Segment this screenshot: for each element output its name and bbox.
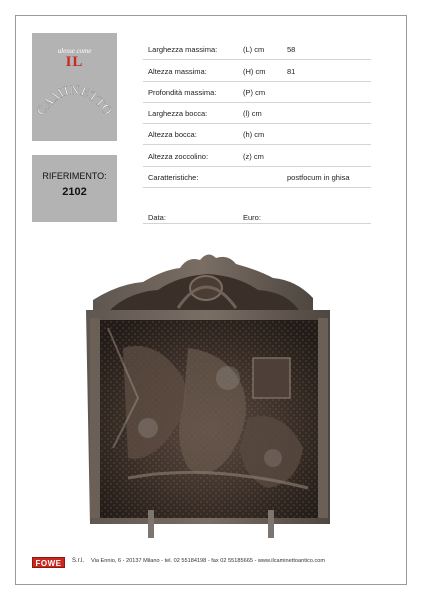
divider xyxy=(143,144,371,145)
company-badge: FOWE xyxy=(32,557,65,568)
spec-unit: (h) cm xyxy=(243,130,265,139)
spec-row-altezza-massima xyxy=(148,67,295,76)
svg-text:CAMINETTO xyxy=(33,82,116,118)
spec-value: postfocum in ghisa xyxy=(287,173,350,182)
date-euro-row xyxy=(148,213,261,222)
spec-row-larghezza-bocca xyxy=(148,109,287,118)
spec-value: 81 xyxy=(287,67,296,76)
logo-tagline: ulesse come xyxy=(57,47,92,55)
spec-label: Profondità massima: xyxy=(148,88,217,97)
spec-label: Altezza bocca: xyxy=(148,130,197,139)
spec-unit: (H) cm xyxy=(243,67,266,76)
logo-caminetto-arc xyxy=(32,73,117,129)
spec-label: Altezza zoccolino: xyxy=(148,152,209,161)
divider xyxy=(143,123,371,124)
reference-value: 2102 xyxy=(62,186,87,198)
spec-row-profondita-massima xyxy=(148,88,287,97)
logo-main-text: CAMINETTO xyxy=(32,81,116,119)
spec-unit: (P) cm xyxy=(243,88,266,97)
divider xyxy=(143,187,371,188)
date-label: Data: xyxy=(148,213,166,222)
company-suffix: S.r.l. xyxy=(72,558,85,564)
divider xyxy=(143,166,371,167)
spec-row-larghezza-massima xyxy=(148,45,295,54)
divider xyxy=(143,223,371,224)
divider xyxy=(143,81,371,82)
euro-label: Euro: xyxy=(243,213,261,222)
spec-row-altezza-zoccolino xyxy=(148,152,287,161)
logo-panel xyxy=(32,33,117,141)
spec-label: Altezza massima: xyxy=(148,67,207,76)
fireback-photo xyxy=(68,248,358,542)
spec-unit: (l) cm xyxy=(243,109,262,118)
spec-label: Larghezza massima: xyxy=(148,45,218,54)
footer xyxy=(32,555,392,570)
logo-il-text: IL xyxy=(65,54,84,70)
spec-label: Caratteristiche: xyxy=(148,173,199,182)
spec-unit: (L) cm xyxy=(243,45,265,54)
spec-value: 58 xyxy=(287,45,296,54)
company-address: Via Ennio, 6 - 20137 Milano - tel. 02 55184198 - fax 02 55185665 - www.ilcaminettoantico.com xyxy=(91,558,326,564)
reference-panel xyxy=(32,155,117,222)
divider xyxy=(143,102,371,103)
spec-unit: (z) cm xyxy=(243,152,264,161)
spec-row-altezza-bocca xyxy=(148,130,287,139)
divider xyxy=(143,59,371,60)
reference-label: RIFERIMENTO: xyxy=(42,171,107,181)
spec-label: Larghezza bocca: xyxy=(148,109,208,118)
spec-row-caratteristiche xyxy=(148,173,350,182)
